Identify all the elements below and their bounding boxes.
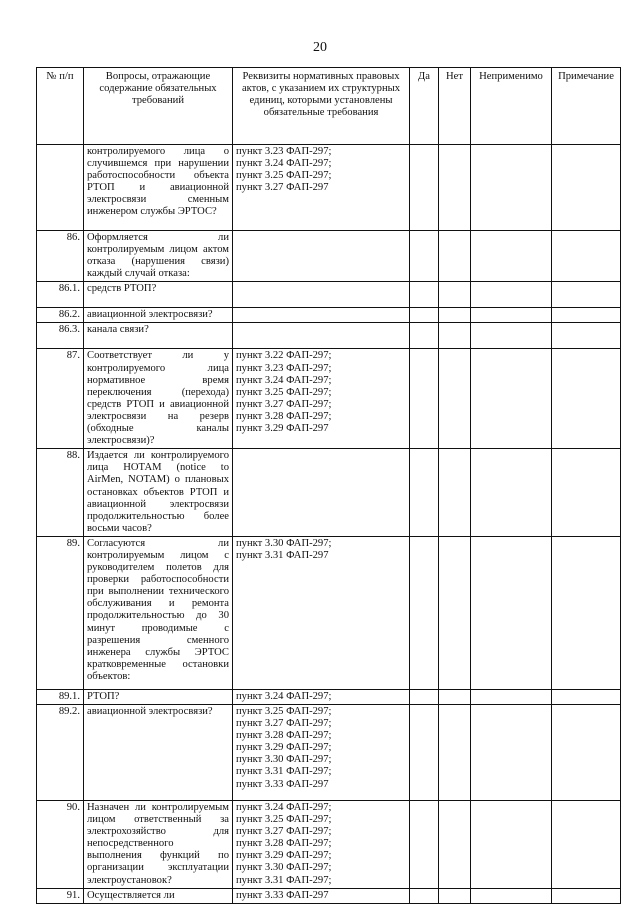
- na-cell: [471, 231, 552, 282]
- table-row: [37, 145, 621, 231]
- reference-cell: [233, 449, 410, 537]
- reference-line: пункт 3.25 ФАП-297;: [236, 814, 332, 826]
- row-number: 86.: [37, 231, 84, 282]
- question-line: канала связи?: [87, 324, 149, 336]
- yes-cell: [410, 888, 439, 903]
- reference-line: пункт 3.25 ФАП-297;: [236, 705, 332, 717]
- table-row: [37, 308, 621, 323]
- question-cell: [84, 888, 233, 903]
- reference-line: пункт 3.27 ФАП-297: [236, 182, 329, 194]
- no-cell: [439, 689, 471, 704]
- question-line: электроустановок?: [87, 874, 172, 886]
- question-line: авиационной электросвязи?: [87, 705, 213, 717]
- note-cell: [552, 536, 621, 689]
- na-cell: [471, 349, 552, 449]
- question-line: каждый случай отказа:: [87, 268, 190, 280]
- note-cell: [552, 449, 621, 537]
- reference-line: пункт 3.23 ФАП-297;: [236, 146, 332, 157]
- question-cell: [84, 308, 233, 323]
- question-line: инженера службы ЭРТОС: [87, 646, 229, 658]
- question-line: организации эксплуатации: [87, 862, 229, 874]
- reference-line: пункт 3.30 ФАП-297;: [236, 537, 332, 549]
- note-cell: [552, 704, 621, 800]
- question-line: контролируемого лица о: [87, 146, 229, 157]
- na-cell: [471, 800, 552, 888]
- no-cell: [439, 145, 471, 231]
- question-line: авиационной электросвязи: [87, 498, 229, 510]
- header-question: Вопросы, отражающие содержание обязательных требований: [84, 68, 233, 145]
- row-number: 89.1.: [37, 689, 84, 704]
- header-num: № п/п: [37, 68, 84, 145]
- question-cell: [84, 800, 233, 888]
- na-cell: [471, 888, 552, 903]
- header-no: Нет: [439, 68, 471, 145]
- header-row: [37, 68, 621, 145]
- reference-line: пункт 3.31 ФАП-297;: [236, 874, 332, 886]
- question-line: объектов:: [87, 670, 131, 682]
- question-cell: [84, 231, 233, 282]
- na-cell: [471, 449, 552, 537]
- reference-line: пункт 3.33 ФАП-297: [236, 889, 329, 901]
- no-cell: [439, 800, 471, 888]
- question-line: РТОП и авиационной: [87, 182, 229, 194]
- row-number: 91.: [37, 888, 84, 903]
- question-line: РТОП?: [87, 690, 120, 702]
- reference-line: пункт 3.25 ФАП-297;: [236, 170, 332, 182]
- reference-line: пункт 3.29 ФАП-297: [236, 423, 329, 435]
- yes-cell: [410, 689, 439, 704]
- question-line: продолжительностью более: [87, 510, 229, 522]
- note-cell: [552, 689, 621, 704]
- question-line: авиационной электросвязи?: [87, 309, 213, 321]
- yes-cell: [410, 323, 439, 349]
- no-cell: [439, 536, 471, 689]
- question-line: AirMen, NOTAM) о плановых: [87, 474, 229, 486]
- question-line: переключения (перехода): [87, 386, 229, 398]
- no-cell: [439, 704, 471, 800]
- question-cell: [84, 145, 233, 231]
- row-number: 89.: [37, 536, 84, 689]
- yes-cell: [410, 536, 439, 689]
- reference-line: пункт 3.25 ФАП-297;: [236, 386, 332, 398]
- no-cell: [439, 323, 471, 349]
- question-line: остановках объектов РТОП и: [87, 486, 229, 498]
- header-na: Неприменимо: [471, 68, 552, 145]
- question-cell: [84, 282, 233, 308]
- reference-cell: [233, 888, 410, 903]
- no-cell: [439, 308, 471, 323]
- question-cell: [84, 704, 233, 800]
- row-number: 86.1.: [37, 282, 84, 308]
- note-cell: [552, 800, 621, 888]
- question-line: электросвязи сменным: [87, 194, 229, 206]
- na-cell: [471, 282, 552, 308]
- reference-line: пункт 3.24 ФАП-297;: [236, 690, 332, 702]
- question-line: выполнения функций по: [87, 850, 229, 862]
- question-line: электрохозяйство для: [87, 826, 229, 838]
- reference-line: пункт 3.28 ФАП-297;: [236, 410, 332, 422]
- question-line: Назначен ли контролируемым: [87, 801, 229, 813]
- reference-line: пункт 3.27 ФАП-297;: [236, 718, 332, 730]
- reference-cell: [233, 145, 410, 231]
- note-cell: [552, 231, 621, 282]
- reference-line: пункт 3.24 ФАП-297;: [236, 158, 332, 170]
- question-line: (обходные каналы: [87, 423, 229, 435]
- question-line: контролируемым лицом с: [87, 549, 229, 561]
- no-cell: [439, 888, 471, 903]
- header-reference: Реквизиты нормативных правовых актов, с указанием их структурных единиц, которыми установлены обязательные требования: [233, 68, 410, 145]
- question-line: инженером службы ЭРТОС?: [87, 206, 217, 218]
- question-line: контролируемым лицом актом: [87, 244, 229, 256]
- note-cell: [552, 282, 621, 308]
- question-line: обслуживания и ремонта: [87, 598, 229, 610]
- reference-cell: [233, 800, 410, 888]
- question-line: Оформляется ли: [87, 232, 229, 243]
- yes-cell: [410, 145, 439, 231]
- question-line: лицом ответственный за: [87, 814, 229, 826]
- table-row: [37, 800, 621, 888]
- checklist-table: [36, 67, 621, 904]
- table-row: [37, 282, 621, 308]
- header-note: Примечание: [552, 68, 621, 145]
- question-line: восьми часов?: [87, 522, 152, 534]
- row-number: 86.2.: [37, 308, 84, 323]
- row-number: [37, 145, 84, 231]
- no-cell: [439, 231, 471, 282]
- yes-cell: [410, 231, 439, 282]
- question-line: непосредственного: [87, 838, 174, 850]
- reference-line: пункт 3.27 ФАП-297;: [236, 826, 332, 838]
- note-cell: [552, 308, 621, 323]
- note-cell: [552, 145, 621, 231]
- na-cell: [471, 689, 552, 704]
- reference-cell: [233, 231, 410, 282]
- no-cell: [439, 282, 471, 308]
- question-line: Соответствует ли у: [87, 350, 229, 362]
- table-row: [37, 704, 621, 800]
- reference-line: пункт 3.28 ФАП-297;: [236, 730, 332, 742]
- reference-cell: [233, 323, 410, 349]
- reference-cell: [233, 349, 410, 449]
- table-row: [37, 449, 621, 537]
- question-line: случившемся при нарушении: [87, 158, 229, 170]
- reference-line: пункт 3.30 ФАП-297;: [236, 862, 332, 874]
- reference-line: пункт 3.30 ФАП-297;: [236, 754, 332, 766]
- question-line: работоспособности объекта: [87, 170, 229, 182]
- na-cell: [471, 704, 552, 800]
- table-row: [37, 536, 621, 689]
- yes-cell: [410, 349, 439, 449]
- header-yes: Да: [410, 68, 439, 145]
- reference-line: пункт 3.29 ФАП-297;: [236, 742, 332, 754]
- reference-line: пункт 3.31 ФАП-297;: [236, 766, 332, 778]
- question-line: Согласуются ли: [87, 537, 229, 549]
- reference-cell: [233, 536, 410, 689]
- yes-cell: [410, 449, 439, 537]
- no-cell: [439, 449, 471, 537]
- page-number: 20: [313, 40, 327, 55]
- na-cell: [471, 145, 552, 231]
- na-cell: [471, 536, 552, 689]
- reference-cell: [233, 308, 410, 323]
- question-line: минут проводимые с: [87, 622, 229, 634]
- yes-cell: [410, 308, 439, 323]
- question-line: продолжительностью до 30: [87, 610, 229, 622]
- row-number: 87.: [37, 349, 84, 449]
- question-cell: [84, 536, 233, 689]
- note-cell: [552, 349, 621, 449]
- table-row: [37, 689, 621, 704]
- row-number: 90.: [37, 800, 84, 888]
- question-line: Издается ли контролируемого: [87, 450, 229, 462]
- reference-line: пункт 3.23 ФАП-297;: [236, 362, 332, 374]
- table-row: [37, 231, 621, 282]
- no-cell: [439, 349, 471, 449]
- reference-line: пункт 3.31 ФАП-297: [236, 549, 329, 561]
- table-row: [37, 888, 621, 903]
- na-cell: [471, 323, 552, 349]
- question-line: средств РТОП и авиационной: [87, 398, 229, 410]
- yes-cell: [410, 800, 439, 888]
- reference-line: пункт 3.27 ФАП-297;: [236, 398, 332, 410]
- question-cell: [84, 449, 233, 537]
- note-cell: [552, 323, 621, 349]
- reference-line: пункт 3.28 ФАП-297;: [236, 838, 332, 850]
- reference-cell: [233, 282, 410, 308]
- question-line: электросвязи)?: [87, 435, 155, 447]
- reference-cell: [233, 704, 410, 800]
- reference-line: пункт 3.24 ФАП-297;: [236, 801, 332, 813]
- question-line: средств РТОП?: [87, 283, 157, 295]
- note-cell: [552, 888, 621, 903]
- question-line: кратковременные остановки: [87, 658, 229, 670]
- table-row: [37, 349, 621, 449]
- table-row: [37, 323, 621, 349]
- reference-line: пункт 3.29 ФАП-297;: [236, 850, 332, 862]
- row-number: 89.2.: [37, 704, 84, 800]
- reference-line: пункт 3.33 ФАП-297: [236, 778, 329, 790]
- row-number: 88.: [37, 449, 84, 537]
- reference-cell: [233, 689, 410, 704]
- question-line: контролируемого лица: [87, 362, 229, 374]
- na-cell: [471, 308, 552, 323]
- yes-cell: [410, 704, 439, 800]
- reference-line: пункт 3.24 ФАП-297;: [236, 374, 332, 386]
- yes-cell: [410, 282, 439, 308]
- question-cell: [84, 323, 233, 349]
- question-line: руководителем полетов для: [87, 562, 229, 574]
- question-line: электросвязи на резерв: [87, 410, 229, 422]
- question-line: при выполнении технического: [87, 586, 229, 598]
- row-number: 86.3.: [37, 323, 84, 349]
- question-cell: [84, 689, 233, 704]
- question-line: проверки работоспособности: [87, 574, 229, 586]
- question-line: нормативное время: [87, 374, 229, 386]
- question-cell: [84, 349, 233, 449]
- question-line: отказа (нарушения связи): [87, 256, 229, 268]
- reference-line: пункт 3.22 ФАП-297;: [236, 350, 332, 362]
- question-line: Осуществляется ли: [87, 889, 175, 901]
- question-line: лица НОТАМ (notice to: [87, 462, 229, 474]
- question-line: разрешения сменного: [87, 634, 229, 646]
